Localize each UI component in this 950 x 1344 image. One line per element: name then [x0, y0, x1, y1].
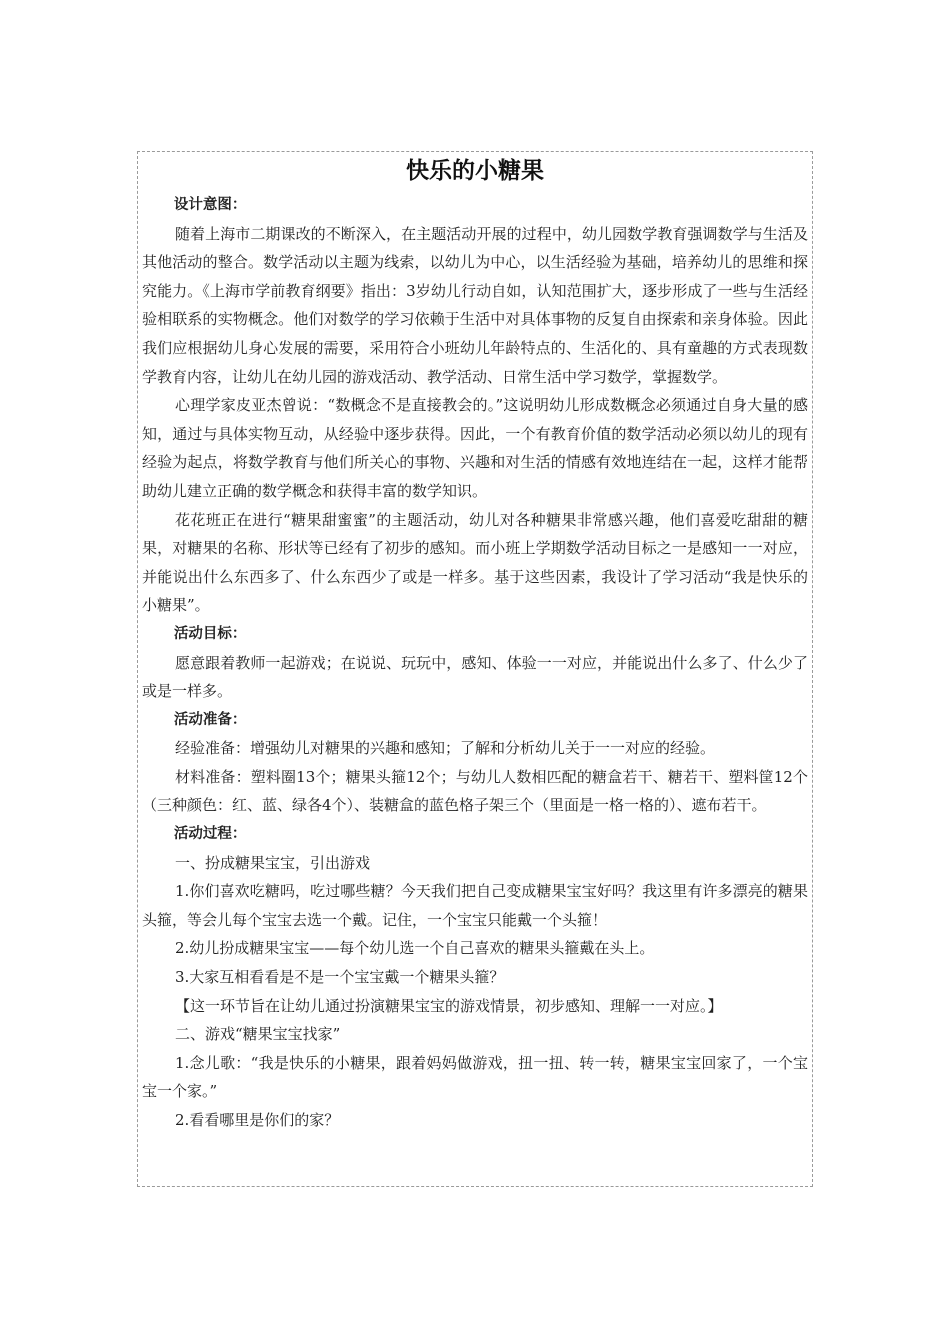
section-heading-preparation: 活动准备： [173, 711, 247, 728]
paragraph: 2.看看哪里是你们的家？ [175, 1111, 340, 1129]
paragraph: 心理学家皮亚杰曾说：“数概念不是直接教会的。”这说明幼儿形成数概念必须通过自身大量的感知，通过与具体实物互动，从经验中逐步获得。因此，一个有教育价值的数学活动必须以幼儿的现有经验为起点，将数学教育与他们所关心的事物、兴趣和对生活的情感有效地连结在一起，这样才能帮助幼儿建立正确的数学概念和获得丰富的数学知识。 [142, 396, 808, 500]
paragraph: 材料准备：塑料圈13个；糖果头箍12个；与幼儿人数相匹配的糖盒若干、糖若干、塑料筐12个（三种颜色：红、蓝、绿各4个）、装糖盒的蓝色格子架三个（里面是一格一格的）、遮布若干。 [142, 767, 808, 815]
paragraph: 经验准备：增强幼儿对糖果的兴趣和感知；了解和分析幼儿关于一一对应的经验。 [175, 739, 716, 758]
paragraph: 【这一环节旨在让幼儿通过扮演糖果宝宝的游戏情景，初步感知、理解一一对应。】 [175, 996, 723, 1015]
paragraph: 1.你们喜欢吃糖吗，吃过哪些糖？今天我们把自己变成糖果宝宝好吗？我这里有许多漂亮的糖果头箍，等会儿每个宝宝去选一个戴。记住，一个宝宝只能戴一个头箍！ [142, 882, 808, 929]
paragraph: 随着上海市二期课改的不断深入，在主题活动开展的过程中，幼儿园数学教育强调数学与生活及其他活动的整合。数学活动以主题为线索，以幼儿为中心，以生活经验为基础，培养幼儿的思维和探究能力。《上海市学前教育纲要》指出：3岁幼儿行动自如，认知范围扩大，逐步形成了一些与生活经验相联系的实物概念。他们对数学的学习依赖于生活中对具体事物的反复自由探索和亲身体验。因此我们应根据幼儿身心发展的需要，采用符合小班幼儿年龄特点的、生活化的、具有童趣的方式表现数学教育内容，让幼儿在幼儿园的游戏活动、教学活动、日常生活中学习数学，掌握数学。 [142, 224, 808, 386]
paragraph: 愿意跟着教师一起游戏；在说说、玩玩中，感知、体验一一对应，并能说出什么多了、什么少了或是一样多。 [142, 653, 808, 701]
paragraph: 3.大家互相看看是不是一个宝宝戴一个糖果头箍？ [175, 968, 505, 987]
section-heading-design-intent: 设计意图： [173, 197, 247, 213]
section-heading-goals: 活动目标： [173, 625, 247, 642]
paragraph: 二、游戏“糖果宝宝找家” [175, 1025, 341, 1044]
paragraph: 1.念儿歌：“我是快乐的小糖果，跟着妈妈做游戏，扭一扭、转一转，糖果宝宝回家了，一个宝宝一个家。” [142, 1053, 808, 1101]
section-heading-process: 活动过程： [173, 826, 247, 843]
document-title: 快乐的小糖果 [406, 158, 544, 184]
paragraph: 花花班正在进行“糖果甜蜜蜜”的主题活动，幼儿对各种糖果非常感兴趣，他们喜爱吃甜甜的糖果，对糖果的名称、形状等已经有了初步的感知。而小班上学期数学活动目标之一是感知一一对应，并能说出什么东西多了、什么东西少了或是一样多。基于这些因素，我设计了学习活动“我是快乐的小糖果”。 [142, 510, 808, 615]
paragraph: 2.幼儿扮成糖果宝宝——每个幼儿选一个自己喜欢的糖果头箍戴在头上。 [175, 939, 655, 958]
document-body [142, 191, 808, 1135]
paragraph: 一、扮成糖果宝宝，引出游戏 [175, 853, 371, 872]
